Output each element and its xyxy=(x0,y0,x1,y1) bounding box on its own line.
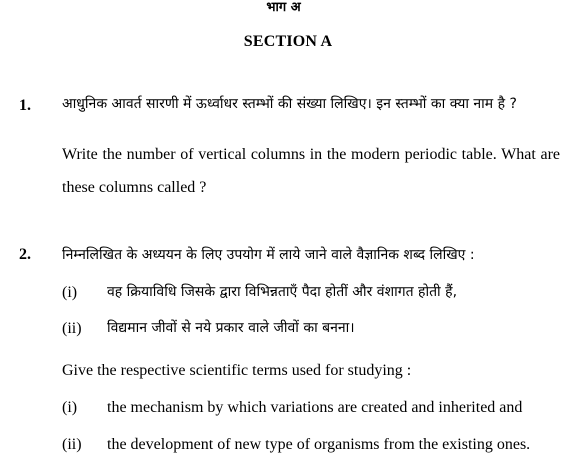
question-2-hindi-item-marker: (i) xyxy=(62,284,78,301)
question-1-english: Write the number of vertical columns in the modern periodic table. What are these columns called ? xyxy=(62,146,560,196)
question-2-english-item-text: the mechanism by which variations are created and inherited and xyxy=(107,399,523,416)
question-number-1: 1. xyxy=(19,97,31,114)
question-2-english-intro: Give the respective scientific terms used for studying : xyxy=(62,362,412,379)
question-1-hindi: आधुनिक आवर्त सारणी में ऊर्ध्वाधर स्तम्भों की संख्या लिखिए। इन स्तम्भों का क्या नाम है ? xyxy=(62,96,517,112)
question-2-hindi-item-marker: (ii) xyxy=(62,320,82,337)
question-2-hindi-item-text: विद्यमान जीवों से नये प्रकार वाले जीवों का बनना। xyxy=(107,320,355,336)
question-2-english-item-marker: (i) xyxy=(62,399,78,416)
section-title: SECTION A xyxy=(243,33,333,50)
question-2-english-item-text: the development of new type of organisms from the existing ones. xyxy=(107,436,531,453)
question-2-english-item-marker: (ii) xyxy=(62,436,82,453)
question-2-hindi-intro: निम्नलिखित के अध्ययन के लिए उपयोग में लाये जाने वाले वैज्ञानिक शब्द लिखिए : xyxy=(62,247,475,263)
question-2-hindi-item-text: वह क्रियाविधि जिसके द्वारा विभिन्नताएँ पैदा होतीं और वंशागत होती हैं, xyxy=(107,284,458,300)
section-hindi-heading: भाग अ xyxy=(266,0,301,15)
question-number-2: 2. xyxy=(19,246,31,263)
